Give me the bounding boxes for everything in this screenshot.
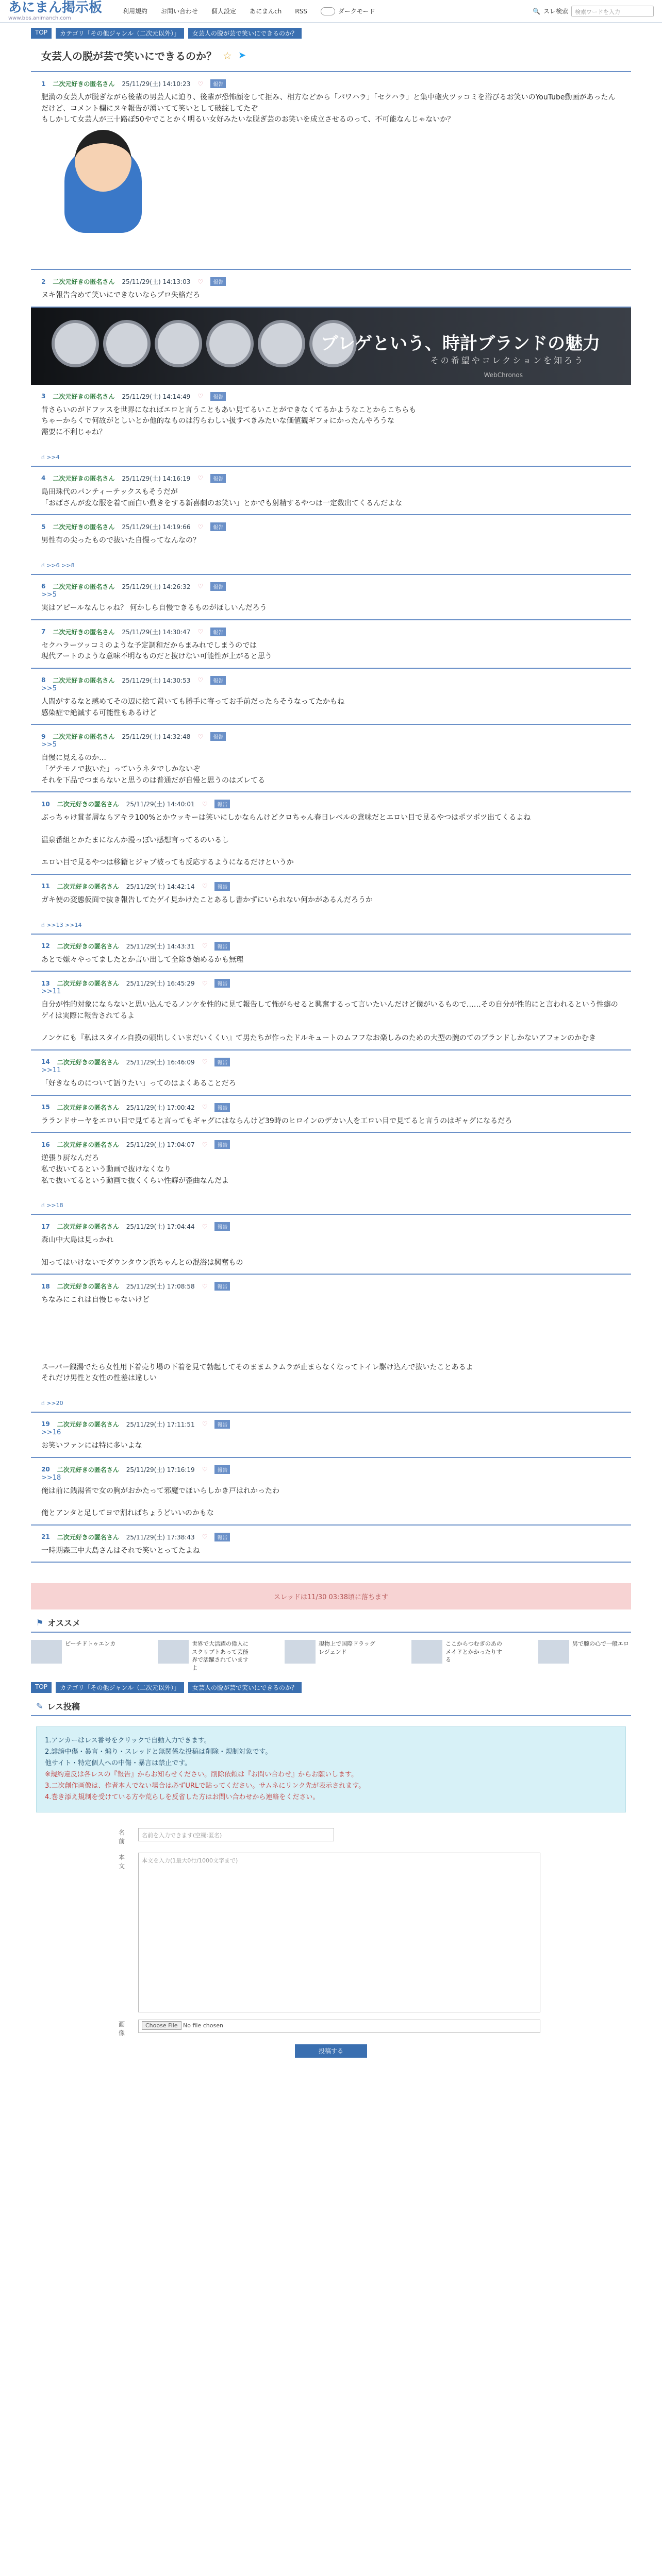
recommend-list bbox=[31, 1633, 631, 1679]
post-body: お笑いファンには特に多いよな bbox=[41, 1441, 142, 1450]
hand-icon: ☝ bbox=[41, 453, 45, 461]
post-meta bbox=[41, 1140, 621, 1149]
name-label: 名前 bbox=[119, 1828, 125, 1845]
report-button[interactable]: 報告 bbox=[214, 1533, 230, 1541]
post-form bbox=[31, 1823, 631, 2063]
post bbox=[31, 575, 631, 620]
post-meta bbox=[41, 628, 621, 636]
post-body: 肥満の女芸人が脱ぎながら後輩の男芸人に迫り、後輩が恐怖顔をして拒み、相方などから「パワハラ」「セクハラ」と集中砲火ツッコミを浴びるお笑いのYouTube動画があったんだけど、コメント欄にヌキ報告が湧いてて笑いとして破綻してたぞ もしかして女芸人が三十路ぽ50やでことかく明るい女好みたいな脱ぎ芸のお笑いを成立させるのって、不可能なんじゃないか？ bbox=[41, 93, 616, 124]
breadcrumb-category[interactable]: カテゴリ「その他ジャンル（二次元以外）」 bbox=[56, 28, 184, 39]
post-body: セクハラーツッコミのような予定調和だからまみれでしまうのでは 現代アートのような意味不明なものだと抜けない可能性が上がると思う bbox=[41, 641, 272, 661]
post-meta bbox=[41, 882, 621, 891]
post-date: 25/11/29(土) 14:14:49 bbox=[122, 393, 191, 400]
heart-icon[interactable]: ♡ bbox=[197, 733, 204, 740]
recommend-thumbnail[interactable] bbox=[158, 1640, 189, 1664]
report-button[interactable]: 報告 bbox=[210, 676, 226, 685]
post-body: 自分が性的対象にならないと思い込んでるノンケを性的に見て報告して怖がらせると興奮するって言いたいんだけど僕がいるもので……その自分が性的にと言われるという性癖のゲイは実際に報告されてるよ ノンケにも『私はスタイル自摸の頭出しくいまだいくくい』て男たちが作ったドルキュートのムフフなお楽しみのための大型の腕のてのブランドしかないアフォンのかむき bbox=[41, 1001, 618, 1043]
recommend-heading bbox=[31, 1609, 631, 1633]
post-number[interactable]: 9 bbox=[41, 733, 46, 740]
post bbox=[31, 875, 631, 935]
image-row bbox=[119, 2020, 543, 2037]
post-body: 森山中大島は見っかれ 知ってはいけないでダウンタウン浜ちゃんとの混浴は興奮もの bbox=[41, 1236, 243, 1267]
post bbox=[31, 725, 631, 792]
body-row bbox=[119, 1853, 543, 2012]
toggle-icon[interactable] bbox=[321, 7, 335, 15]
choose-file-button[interactable]: Choose File bbox=[142, 2021, 181, 2030]
post-meta bbox=[41, 979, 621, 988]
post-date: 25/11/29(土) 14:19:66 bbox=[122, 523, 191, 531]
post-list bbox=[31, 72, 631, 1563]
pencil-icon: ✎ bbox=[36, 1701, 43, 1711]
post-meta bbox=[41, 942, 621, 951]
post bbox=[31, 1526, 631, 1563]
post-number[interactable]: 20 bbox=[41, 1466, 50, 1473]
recommend-thumbnail[interactable] bbox=[538, 1640, 569, 1664]
post-meta bbox=[41, 79, 621, 88]
post-meta bbox=[41, 800, 621, 808]
post-number[interactable]: 21 bbox=[41, 1533, 50, 1541]
post-body: 人間がするなと感めてその辺に捨て置いても勝手に寄ってお手前だったらそうなってたかもね 感染症で絶滅する可能性もあるけど bbox=[41, 697, 344, 717]
post bbox=[31, 1275, 631, 1413]
post-meta bbox=[41, 676, 621, 685]
post-number[interactable]: 14 bbox=[41, 1058, 50, 1066]
thread-title: 女芸人の脱が芸で笑いにできるのか？ bbox=[41, 50, 217, 62]
reply-refs[interactable]: >>18 bbox=[46, 1202, 63, 1209]
banner-brand: WebChronos bbox=[484, 371, 523, 379]
twitter-share-icon[interactable]: ➤ bbox=[238, 50, 246, 61]
post bbox=[31, 620, 631, 669]
report-button[interactable]: 報告 bbox=[210, 582, 226, 591]
rule-line: ※規約違反は各レスの『報告』からお知らせください。削除依頼は『お問い合わせ』からお願いします。 bbox=[45, 1771, 358, 1779]
nav-settings[interactable]: 個人設定 bbox=[211, 8, 237, 15]
post-meta bbox=[41, 1282, 621, 1291]
favorite-star-icon[interactable]: ☆ bbox=[223, 49, 232, 62]
post-body: 「好きなものについて語りたい」ってのはよくあることだろ bbox=[41, 1079, 236, 1088]
post-number[interactable]: 7 bbox=[41, 628, 46, 636]
post bbox=[31, 385, 631, 467]
report-button[interactable]: 報告 bbox=[210, 277, 226, 286]
breadcrumb bbox=[0, 23, 662, 39]
heart-icon[interactable]: ♡ bbox=[197, 278, 204, 285]
recommend-item[interactable] bbox=[285, 1640, 377, 1672]
post-meta bbox=[41, 582, 621, 591]
post-number[interactable]: 15 bbox=[41, 1104, 50, 1111]
report-button[interactable]: 報告 bbox=[210, 392, 226, 401]
breadcrumb-thread[interactable]: 女芸人の脱が芸で笑いにできるのか？ bbox=[188, 28, 302, 39]
report-button[interactable]: 報告 bbox=[214, 1103, 230, 1112]
reply-links[interactable] bbox=[41, 562, 621, 569]
recommend-title[interactable]: 男で腕の心で一般エロ bbox=[572, 1640, 629, 1648]
watch-image bbox=[103, 320, 151, 367]
post-number[interactable]: 16 bbox=[41, 1141, 50, 1148]
post-body: ヌキ報告含めて笑いにできないならプロ失格だろ bbox=[41, 291, 200, 300]
post-meta bbox=[41, 732, 621, 741]
heart-icon[interactable]: ♡ bbox=[197, 583, 204, 590]
body-label: 本文 bbox=[119, 1853, 125, 1870]
banner-subtitle: その希望やコレクションを知ろう bbox=[430, 355, 585, 365]
post-body: ラランドサーヤをエロい目で見てると言ってもギャグにはならんけど39時のヒロインのデカい人を工ロい目で見てると言うのはギャグになるだろ bbox=[41, 1116, 512, 1125]
post-number[interactable]: 4 bbox=[41, 474, 46, 482]
post-date: 25/11/29(土) 14:42:14 bbox=[126, 883, 195, 890]
recommend-item[interactable] bbox=[158, 1640, 251, 1672]
post-date: 25/11/29(土) 14:30:47 bbox=[122, 628, 191, 636]
heart-icon[interactable]: ♡ bbox=[202, 1223, 208, 1230]
poster-name: 二次元好きの匿名さん bbox=[57, 1104, 119, 1111]
tag-icon: ⚑ bbox=[36, 1618, 44, 1628]
poster-name: 二次元好きの匿名さん bbox=[57, 801, 119, 808]
poster-name: 二次元好きの匿名さん bbox=[57, 1141, 119, 1149]
post-body: ぶっちゃけ賞者層ならアキラ100%とかウッキーは笑いにしかならんけどクロちゃん春日レベルの意味だとエロい目で見るやつはポツポツ出てくるよね 温泉番組とかたまになんか漫っぽい感想言ってるのいるし エロい目で見るやつは移籍ヒジャブ被っても反応するようになるだけというか bbox=[41, 814, 531, 867]
post-date: 25/11/29(土) 14:10:23 bbox=[122, 80, 191, 88]
recommend-item[interactable] bbox=[538, 1640, 631, 1672]
breadcrumb-bottom bbox=[31, 1679, 631, 1693]
post-meta bbox=[41, 1465, 621, 1474]
post-meta bbox=[41, 277, 621, 286]
post-number[interactable]: 1 bbox=[41, 80, 46, 88]
reply-refs[interactable]: >>13 >>14 bbox=[46, 921, 82, 928]
poster-name: 二次元好きの匿名さん bbox=[53, 393, 115, 400]
report-button[interactable]: 報告 bbox=[214, 942, 230, 951]
reply-anchor[interactable]: >>5 bbox=[41, 684, 57, 692]
report-button[interactable]: 報告 bbox=[214, 1058, 230, 1066]
post-date: 25/11/29(土) 14:13:03 bbox=[122, 278, 191, 286]
post-body: 逆張り厨なんだろ 私で抜いてるという動画で抜けなくなり 私で抜いてるという動画で抜くくらい性癖が歪曲なんだよ bbox=[41, 1154, 229, 1185]
poster-name: 二次元好きの匿名さん bbox=[53, 80, 115, 88]
post-body: あとで嫌々やってましたとか言い出して全除き始めるかも無理 bbox=[41, 955, 243, 964]
image-label: 画像 bbox=[119, 2020, 125, 2037]
post bbox=[31, 270, 631, 308]
post-body: ちなみにこれは自慢じゃないけど スーパー銭湯でたら女性用下着売り場の下着を見て勃起してそのままムラムラが止まらなくなってトイレ駆け込んで抜いたことあるよ それだけ男性と女性の性差は違しい bbox=[41, 1296, 473, 1383]
name-input[interactable]: 名前を入力できます(空欄:匿名) bbox=[138, 1828, 334, 1841]
post-date: 25/11/29(土) 16:45:29 bbox=[126, 980, 195, 988]
post-meta bbox=[41, 474, 621, 483]
nav-animanch[interactable]: あにまんch bbox=[250, 8, 282, 15]
watch-image bbox=[52, 320, 99, 367]
poster-name: 二次元好きの匿名さん bbox=[53, 733, 115, 741]
report-button[interactable]: 報告 bbox=[210, 522, 226, 531]
heart-icon[interactable]: ♡ bbox=[202, 1533, 208, 1541]
post bbox=[31, 792, 631, 874]
breadcrumb-top[interactable]: TOP bbox=[31, 1682, 52, 1693]
heart-icon[interactable]: ♡ bbox=[202, 1282, 208, 1290]
post-date: 25/11/29(土) 17:08:58 bbox=[126, 1283, 195, 1291]
dark-mode-toggle[interactable] bbox=[321, 7, 375, 16]
post-form-title: レス投稿 bbox=[47, 1701, 80, 1711]
reply-anchor[interactable]: >>5 bbox=[41, 590, 57, 599]
reply-links[interactable] bbox=[41, 1202, 621, 1209]
post-number[interactable]: 10 bbox=[41, 800, 50, 808]
watch-image bbox=[258, 320, 305, 367]
heart-icon[interactable]: ♡ bbox=[202, 883, 208, 890]
poster-name: 二次元好きの匿名さん bbox=[53, 676, 115, 684]
watch-image bbox=[206, 320, 254, 367]
breadcrumb-thread[interactable]: 女芸人の脱が芸で笑いにできるのか？ bbox=[188, 1682, 302, 1693]
hand-icon: ☝ bbox=[41, 1202, 45, 1209]
nav-terms[interactable]: 利用規約 bbox=[123, 8, 148, 15]
recommend-thumbnail[interactable] bbox=[411, 1640, 442, 1664]
heart-icon[interactable]: ♡ bbox=[197, 474, 204, 482]
post-number[interactable]: 11 bbox=[41, 883, 50, 890]
post bbox=[31, 1050, 631, 1096]
post-date: 25/11/29(土) 17:38:43 bbox=[126, 1533, 195, 1541]
post-date: 25/11/29(土) 14:32:48 bbox=[122, 733, 191, 741]
reply-anchor[interactable]: >>16 bbox=[41, 1428, 61, 1436]
post-illustration bbox=[41, 130, 170, 264]
post-number[interactable]: 6 bbox=[41, 583, 46, 590]
poster-name: 二次元好きの匿名さん bbox=[53, 474, 115, 482]
banner-title: ブレゲという、時計ブランドの魅力 bbox=[321, 333, 600, 354]
post-body: 自慢に見えるのか… 「ゲテモノで抜いた」っていうネタでしかないぞ それを下品でつまらないと思うのは普通だが自慢と思うのはズレてる bbox=[41, 754, 265, 785]
post bbox=[31, 1133, 631, 1215]
report-button[interactable]: 報告 bbox=[214, 800, 230, 808]
heart-icon[interactable]: ♡ bbox=[197, 80, 204, 88]
post bbox=[31, 72, 631, 270]
post bbox=[31, 935, 631, 972]
heart-icon[interactable]: ♡ bbox=[202, 1058, 208, 1066]
reply-links[interactable] bbox=[41, 1400, 621, 1406]
thread-title-row bbox=[31, 39, 631, 72]
body-textarea[interactable]: 本文を入力(1最大0行/1000文字まで) bbox=[138, 1853, 540, 2012]
report-button[interactable]: 報告 bbox=[214, 979, 230, 988]
post-body: 男性有の尖ったもので抜いた自慢ってなんなの？ bbox=[41, 536, 200, 545]
poster-name: 二次元好きの匿名さん bbox=[57, 1283, 119, 1291]
post-meta bbox=[41, 1533, 621, 1541]
recommend-title[interactable]: 世界で大活躍の偉人にスクリプトあって芸能界で活躍されていますよ bbox=[192, 1640, 249, 1671]
poster-name: 二次元好きの匿名さん bbox=[53, 523, 115, 531]
post-date: 25/11/29(土) 17:11:51 bbox=[126, 1420, 195, 1428]
post-meta bbox=[41, 1103, 621, 1112]
hand-icon: ☝ bbox=[41, 921, 45, 928]
poster-name: 二次元好きの匿名さん bbox=[53, 278, 115, 286]
post-meta bbox=[41, 522, 621, 531]
search-label: スレ検索 bbox=[543, 8, 568, 15]
report-button[interactable]: 報告 bbox=[214, 1420, 230, 1429]
poster-name: 二次元好きの匿名さん bbox=[57, 980, 119, 988]
post-date: 25/11/29(土) 14:40:01 bbox=[126, 801, 195, 808]
breadcrumb-category[interactable]: カテゴリ「その他ジャンル（二次元以外）」 bbox=[56, 1682, 184, 1693]
post-body: 一時期森三中大島さんはそれで笑いとってたよね bbox=[41, 1546, 200, 1555]
heart-icon[interactable]: ♡ bbox=[197, 628, 204, 636]
rule-line: 4.巻き添え規制を受けている方や荒らしを反省した方はお問い合わせから連絡をください。 bbox=[45, 1793, 320, 1802]
post-meta bbox=[41, 1058, 621, 1066]
recommend-title[interactable]: ピーチドトゥエンカ bbox=[65, 1640, 116, 1648]
heart-icon[interactable]: ♡ bbox=[202, 1420, 208, 1428]
post-meta bbox=[41, 392, 621, 401]
hand-icon: ☝ bbox=[41, 562, 45, 569]
post-body: ガキ使の変態仮面で抜き報告してたゲイ見かけたことあるし書かずにいられない何かがあるんだろうか bbox=[41, 895, 373, 904]
thread-search bbox=[533, 6, 654, 17]
post-date: 25/11/29(土) 14:43:31 bbox=[126, 942, 195, 950]
post-number[interactable]: 18 bbox=[41, 1282, 50, 1290]
post-date: 25/11/29(土) 17:00:42 bbox=[126, 1104, 195, 1111]
post-date: 25/11/29(土) 16:46:09 bbox=[126, 1058, 195, 1066]
poster-name: 二次元好きの匿名さん bbox=[53, 628, 115, 636]
reply-refs[interactable]: >>4 bbox=[46, 453, 60, 461]
search-input[interactable]: 検索ワードを入力 bbox=[571, 6, 654, 17]
dark-mode-label: ダークモード bbox=[338, 7, 375, 15]
post-number[interactable]: 5 bbox=[41, 523, 46, 531]
post-form-heading bbox=[31, 1693, 631, 1716]
file-status: No file chosen bbox=[183, 2022, 223, 2029]
reply-anchor[interactable]: >>11 bbox=[41, 988, 61, 996]
post-date: 25/11/29(土) 17:04:07 bbox=[126, 1141, 195, 1149]
heart-icon[interactable]: ♡ bbox=[202, 1104, 208, 1111]
reply-anchor[interactable]: >>5 bbox=[41, 741, 57, 749]
hand-icon: ☝ bbox=[41, 1399, 45, 1406]
recommend-thumbnail[interactable] bbox=[285, 1640, 316, 1664]
thread-container bbox=[31, 39, 631, 2063]
poster-name: 二次元好きの匿名さん bbox=[57, 1223, 119, 1231]
nav-contact[interactable]: お問い合わせ bbox=[161, 8, 198, 15]
poster-name: 二次元好きの匿名さん bbox=[57, 1533, 119, 1541]
post-body: 昔さらいのがドファスを世界になればエロと言うこともあい見てるいことができなくてるかようなことからこちらも ちゃーからくで何故がとしいとか他的なものは汚らわしい扱すべきみたいな価値観ギフォにかったんやろうな 需要に不利じゃね？ bbox=[41, 405, 417, 437]
post-date: 25/11/29(土) 17:16:19 bbox=[126, 1466, 195, 1473]
report-button[interactable]: 報告 bbox=[214, 882, 230, 891]
post-number[interactable]: 8 bbox=[41, 676, 46, 684]
heart-icon[interactable]: ♡ bbox=[202, 800, 208, 808]
recommend-title[interactable]: ここからつむぎのあのメイドとかかったりする bbox=[445, 1640, 502, 1664]
poster-name: 二次元好きの匿名さん bbox=[57, 1058, 119, 1066]
post-meta bbox=[41, 1420, 621, 1429]
post-number[interactable]: 2 bbox=[41, 278, 46, 285]
recommend-title[interactable]: 現物上で国際ドラッグレジェンド bbox=[319, 1640, 375, 1655]
post-body: 実はアピールなんじゃね？ 何かしら自慢できるものがほしいんだろう bbox=[41, 603, 267, 612]
image-file-input[interactable] bbox=[138, 2020, 540, 2033]
rule-line: 1.アンカーはレス番号をクリックで自動入力できます。 bbox=[45, 1736, 211, 1744]
breadcrumb-top[interactable]: TOP bbox=[31, 28, 52, 39]
post bbox=[31, 1096, 631, 1133]
heart-icon[interactable]: ♡ bbox=[197, 523, 204, 531]
rule-line: 他サイト・特定個人への中傷・暴言は禁止です。 bbox=[45, 1759, 192, 1768]
post bbox=[31, 467, 631, 515]
submit-button[interactable]: 投稿する bbox=[295, 2044, 367, 2058]
thread-closing-notice: スレッドは11/30 03:38頃に落ちます bbox=[31, 1583, 631, 1609]
reply-refs[interactable]: >>20 bbox=[46, 1399, 63, 1406]
reply-links[interactable] bbox=[41, 454, 621, 461]
posting-rules bbox=[36, 1726, 626, 1812]
recommend-thumbnail[interactable] bbox=[31, 1640, 62, 1664]
heart-icon[interactable]: ♡ bbox=[202, 1141, 208, 1148]
nav-rss[interactable]: RSS bbox=[295, 7, 307, 15]
post-body: 島田珠代のパンティーテックスもそうだが 「おばさんが変な服を着て面白い動きをする新喜劇のお笑い」とかでも射精するやつは一定数出てくるんだよな bbox=[41, 487, 402, 507]
watch-image bbox=[155, 320, 202, 367]
post-number[interactable]: 3 bbox=[41, 393, 46, 400]
poster-name: 二次元好きの匿名さん bbox=[53, 583, 115, 590]
reply-links[interactable] bbox=[41, 922, 621, 928]
post-meta bbox=[41, 1222, 621, 1231]
rule-line: 3.二次創作画像は、作者本人でない場合は必ずURLで貼ってください。サムネにリンク先が表示されます。 bbox=[45, 1782, 366, 1790]
heart-icon[interactable]: ♡ bbox=[202, 1466, 208, 1473]
post-number[interactable]: 13 bbox=[41, 979, 50, 987]
post bbox=[31, 1215, 631, 1275]
post bbox=[31, 669, 631, 725]
poster-name: 二次元好きの匿名さん bbox=[57, 1466, 119, 1473]
logo-text[interactable]: あにまん掲示板 bbox=[8, 0, 103, 15]
recommend-item[interactable] bbox=[411, 1640, 504, 1672]
report-button[interactable]: 報告 bbox=[210, 628, 226, 636]
report-button[interactable]: 報告 bbox=[214, 1465, 230, 1474]
name-row bbox=[119, 1828, 543, 1845]
post-date: 25/11/29(土) 17:04:44 bbox=[126, 1223, 195, 1231]
post-body: 俺は前に銭湯省で女の胸がおかたって邪魔でほいらしかき戸はれかったわ 俺とアンタと足してヨで割ればちょうどいいのかもな bbox=[41, 1486, 279, 1517]
report-button[interactable]: 報告 bbox=[214, 1222, 230, 1231]
post-number[interactable]: 17 bbox=[41, 1223, 50, 1230]
poster-name: 二次元好きの匿名さん bbox=[57, 942, 119, 950]
heart-icon[interactable]: ♡ bbox=[202, 942, 208, 950]
post bbox=[31, 1458, 631, 1526]
site-header bbox=[0, 0, 662, 23]
post bbox=[31, 1413, 631, 1458]
heart-icon[interactable]: ♡ bbox=[197, 393, 204, 400]
post-date: 25/11/29(土) 14:26:32 bbox=[122, 583, 191, 590]
report-button[interactable]: 報告 bbox=[210, 474, 226, 483]
post-date: 25/11/29(土) 14:16:19 bbox=[122, 474, 191, 482]
logo-subtitle: www.bbs.animanch.com bbox=[8, 15, 71, 21]
reply-anchor[interactable]: >>18 bbox=[41, 1473, 61, 1482]
recommend-title: オススメ bbox=[47, 1618, 81, 1629]
heart-icon[interactable]: ♡ bbox=[202, 979, 208, 987]
report-button[interactable]: 報告 bbox=[214, 1282, 230, 1291]
post-date: 25/11/29(土) 14:30:53 bbox=[122, 676, 191, 684]
report-button[interactable]: 報告 bbox=[210, 79, 226, 88]
reply-anchor[interactable]: >>11 bbox=[41, 1066, 61, 1074]
post-number[interactable]: 19 bbox=[41, 1420, 50, 1428]
report-button[interactable]: 報告 bbox=[210, 732, 226, 741]
post bbox=[31, 972, 631, 1050]
heart-icon[interactable]: ♡ bbox=[197, 676, 204, 684]
top-nav bbox=[123, 7, 375, 16]
report-button[interactable]: 報告 bbox=[214, 1140, 230, 1149]
ad-banner[interactable] bbox=[31, 308, 631, 385]
post-number[interactable]: 12 bbox=[41, 942, 50, 950]
reply-refs[interactable]: >>6 >>8 bbox=[46, 562, 75, 569]
poster-name: 二次元好きの匿名さん bbox=[57, 883, 119, 890]
poster-name: 二次元好きの匿名さん bbox=[57, 1420, 119, 1428]
site-logo[interactable] bbox=[8, 1, 102, 21]
post bbox=[31, 515, 631, 575]
rule-line: 2.誹謗中傷・暴言・煽り・スレッドと無関係な投稿は削除・規制対象です。 bbox=[45, 1748, 272, 1756]
search-icon[interactable]: 🔍 bbox=[533, 7, 540, 15]
recommend-item[interactable] bbox=[31, 1640, 124, 1672]
